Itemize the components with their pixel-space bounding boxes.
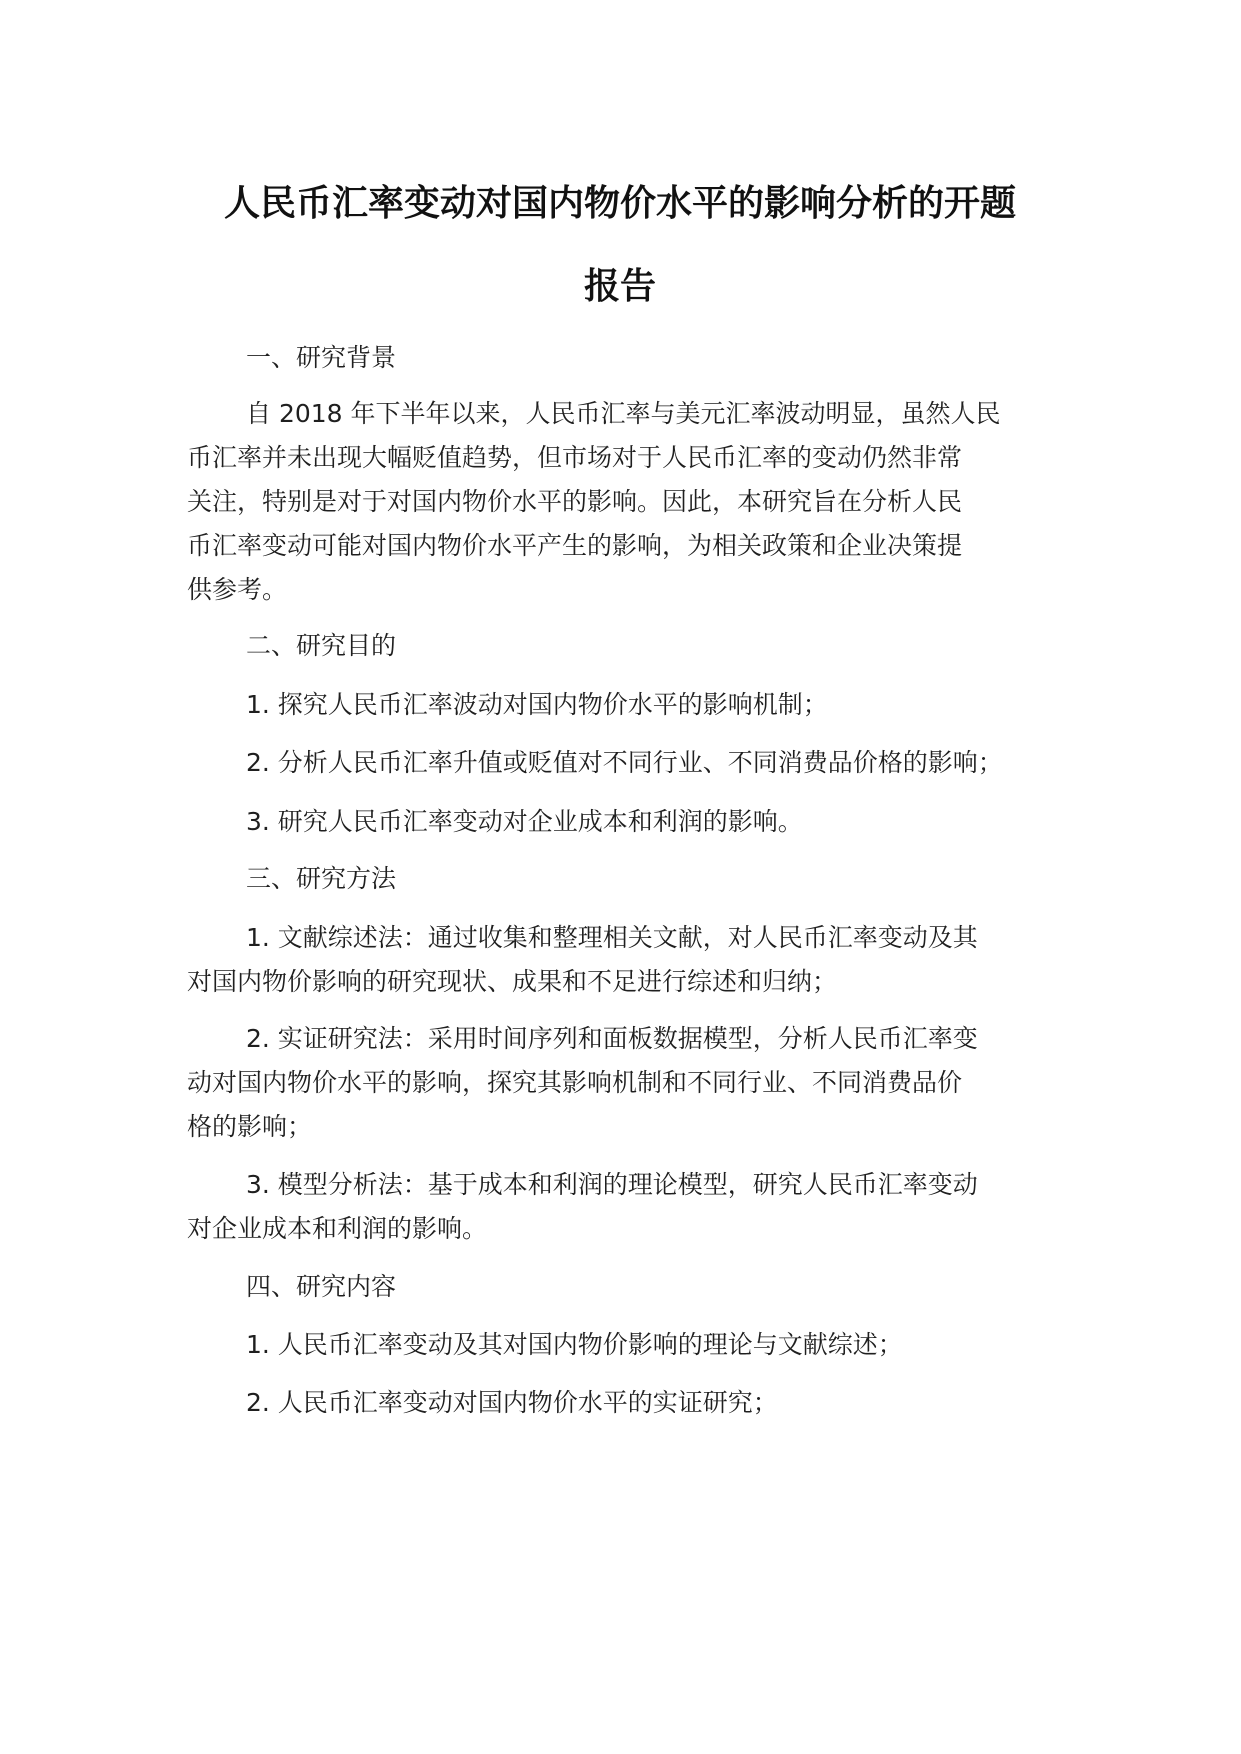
document-title-line-2: 报告: [583, 266, 656, 307]
paragraph-line: 自 2018 年下半年以来，人民币汇率与美元汇率波动明显，虽然人民: [246, 399, 1001, 428]
section-heading-content: 四、研究内容: [246, 1272, 397, 1301]
list-item: 3. 研究人民币汇率变动对企业成本和利润的影响。: [246, 807, 803, 836]
list-item: 2. 分析人民币汇率升值或贬值对不同行业、不同消费品价格的影响；: [246, 748, 1003, 777]
paragraph-line: 币汇率并未出现大幅贬值趋势，但市场对于人民币汇率的变动仍然非常: [187, 443, 963, 472]
paragraph-line: 2. 实证研究法：采用时间序列和面板数据模型，分析人民币汇率变: [246, 1024, 978, 1053]
section-heading-background: 一、研究背景: [246, 343, 397, 372]
list-item: 2. 人民币汇率变动对国内物价水平的实证研究；: [246, 1388, 778, 1417]
section-heading-purpose: 二、研究目的: [246, 631, 397, 660]
paragraph-line: 关注，特别是对于对国内物价水平的影响。因此，本研究旨在分析人民: [187, 487, 963, 516]
section-heading-methods: 三、研究方法: [246, 864, 397, 893]
list-item: 1. 探究人民币汇率波动对国内物价水平的影响机制；: [246, 690, 828, 719]
paragraph-line: 动对国内物价水平的影响，探究其影响机制和不同行业、不同消费品价: [187, 1068, 963, 1097]
paragraph-line: 3. 模型分析法：基于成本和利润的理论模型，研究人民币汇率变动: [246, 1170, 978, 1199]
paragraph-line: 币汇率变动可能对国内物价水平产生的影响，为相关政策和企业决策提: [187, 531, 963, 560]
paragraph-line: 对国内物价影响的研究现状、成果和不足进行综述和归纳；: [187, 967, 838, 996]
paragraph-line: 对企业成本和利润的影响。: [187, 1214, 488, 1243]
paragraph-line: 供参考。: [187, 575, 288, 604]
paragraph-line: 格的影响；: [187, 1112, 313, 1141]
paragraph-line: 1. 文献综述法：通过收集和整理相关文献，对人民币汇率变动及其: [246, 923, 978, 952]
document-title-line-1: 人民币汇率变动对国内物价水平的影响分析的开题: [223, 183, 1016, 224]
list-item: 1. 人民币汇率变动及其对国内物价影响的理论与文献综述；: [246, 1330, 903, 1359]
